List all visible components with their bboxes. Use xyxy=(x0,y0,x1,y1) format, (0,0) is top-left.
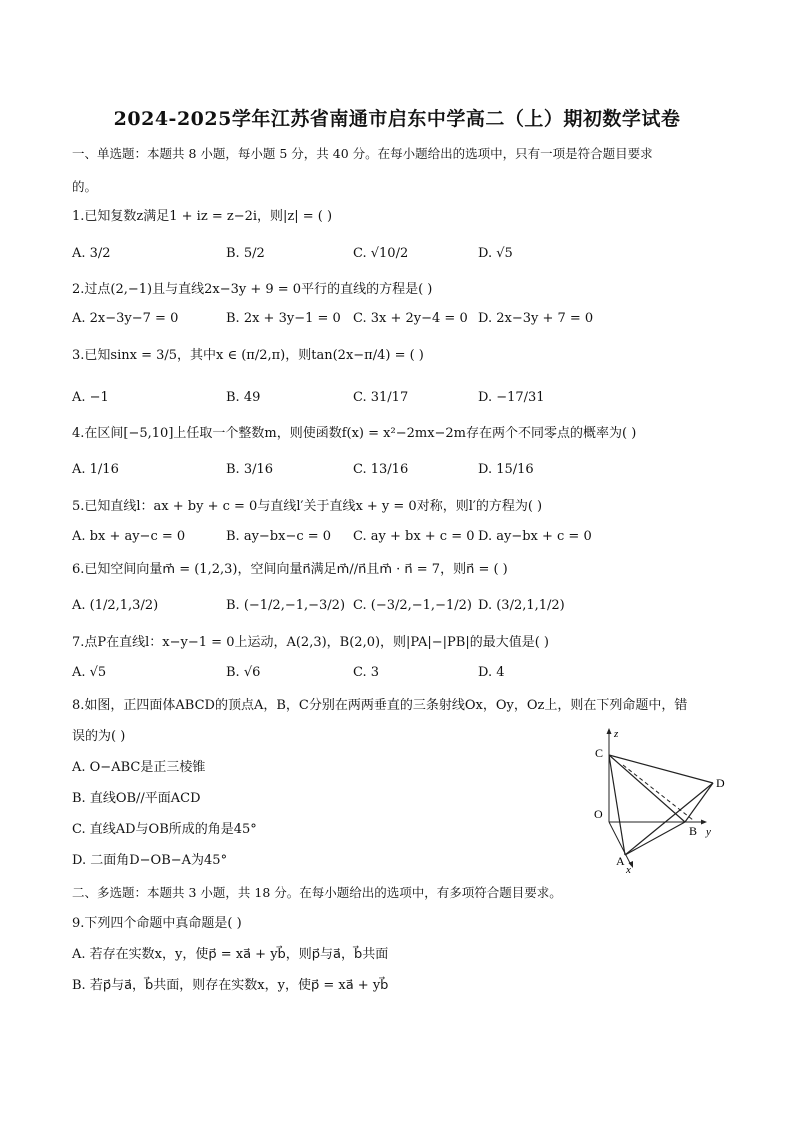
q1-option-c: C. √10/2 xyxy=(353,246,409,261)
q2-option-c: C. 3x + 2y−4 = 0 xyxy=(353,311,468,326)
question-6-options xyxy=(72,598,732,616)
question-5-stem: 5.已知直线l：ax + by + c = 0与直线l′关于直线x + y = 0对称，则l′的方程为( ) xyxy=(72,499,543,514)
label-b: B xyxy=(689,824,698,838)
label-c: C xyxy=(595,746,604,760)
q7-option-d: D. 4 xyxy=(478,665,505,680)
q2-option-b: B. 2x + 3y−1 = 0 xyxy=(226,311,341,326)
q6-option-d: D. (3/2,1,1/2) xyxy=(478,598,565,613)
q1-option-d: D. √5 xyxy=(478,246,513,261)
q4-option-d: D. 15/16 xyxy=(478,462,534,477)
question-2-stem: 2.过点(2,−1)且与直线2x−3y + 9 = 0平行的直线的方程是( ) xyxy=(72,282,433,297)
label-o: O xyxy=(594,807,603,821)
q8-option-b: B. 直线OB//平面ACD xyxy=(72,791,201,806)
q8-option-d: D. 二面角D−OB−A为45° xyxy=(72,853,228,868)
q1-option-b: B. 5/2 xyxy=(226,246,265,261)
section2-heading: 二、多选题：本题共 3 小题，共 18 分。在每小题给出的选项中，有多项符合题目要求。 xyxy=(72,885,562,900)
q2-option-a: A. 2x−3y−7 = 0 xyxy=(72,311,179,326)
label-y: y xyxy=(706,826,711,838)
question-5-options xyxy=(72,529,732,547)
section1-heading: 一、单选题：本题共 8 小题，每小题 5 分，共 40 分。在每小题给出的选项中，只有一项是符合题目要求 xyxy=(72,146,653,161)
question-8-stem-cont: 误的为( ) xyxy=(72,729,126,744)
q8-option-c: C. 直线AD与OB所成的角是45° xyxy=(72,822,257,837)
q7-option-c: C. 3 xyxy=(353,665,380,680)
label-a: A xyxy=(616,854,625,868)
question-6-stem: 6.已知空间向量m⃗ = (1,2,3)，空间向量n⃗满足m⃗//n⃗且m⃗ · n⃗ = 7，则n⃗ = ( ) xyxy=(72,562,508,577)
q3-option-a: A. −1 xyxy=(72,390,109,405)
label-d: D xyxy=(716,776,725,790)
label-z: z xyxy=(614,728,619,740)
q9-option-b: B. 若p⃗与a⃗，b⃗共面，则存在实数x，y，使p⃗ = xa⃗ + yb⃗ xyxy=(72,978,389,993)
question-9-stem: 9.下列四个命题中真命题是( ) xyxy=(72,916,242,931)
question-4-options xyxy=(72,462,732,480)
q6-option-b: B. (−1/2,−1,−3/2) xyxy=(226,598,346,613)
q8-option-a: A. O−ABC是正三棱锥 xyxy=(72,760,206,775)
q2-option-d: D. 2x−3y + 7 = 0 xyxy=(478,311,594,326)
q4-option-b: B. 3/16 xyxy=(226,462,274,477)
q5-option-c: C. ay + bx + c = 0 xyxy=(353,529,475,544)
question-2-options xyxy=(72,311,732,329)
question-3-options xyxy=(72,390,732,408)
q5-option-b: B. ay−bx−c = 0 xyxy=(226,529,332,544)
q7-option-b: B. √6 xyxy=(226,665,261,680)
q3-option-c: C. 31/17 xyxy=(353,390,409,405)
q1-option-a: A. 3/2 xyxy=(72,246,111,261)
q6-option-c: C. (−3/2,−1,−1/2) xyxy=(353,598,472,613)
question-7-stem: 7.点P在直线l：x−y−1 = 0上运动，A(2,3)，B(2,0)，则|PA|−|PB|的最大值是( ) xyxy=(72,635,549,650)
q4-option-c: C. 13/16 xyxy=(353,462,409,477)
page-title: 2024-2025学年江苏省南通市启东中学高二（上）期初数学试卷 xyxy=(113,108,681,130)
question-1-stem: 1.已知复数z满足1 + iz = z−2i，则|z| = ( ) xyxy=(72,209,333,224)
q5-option-a: A. bx + ay−c = 0 xyxy=(72,529,186,544)
question-3-stem: 3.已知sinx = 3/5，其中x ∈ (π/2,π)，则tan(2x−π/4) = ( ) xyxy=(72,348,424,363)
q9-option-a: A. 若存在实数x，y，使p⃗ = xa⃗ + yb⃗，则p⃗与a⃗，b⃗共面 xyxy=(72,947,389,962)
tetrahedron-figure xyxy=(585,725,735,875)
question-8-stem: 8.如图，正四面体ABCD的顶点A，B，C分别在两两垂直的三条射线Ox，Oy，Oz上，则在下列命题中，错 xyxy=(72,698,688,713)
question-4-stem: 4.在区间[−5,10]上任取一个整数m，则使函数f(x) = x²−2mx−2m存在两个不同零点的概率为( ) xyxy=(72,426,637,441)
q6-option-a: A. (1/2,1,3/2) xyxy=(72,598,159,613)
q3-option-b: B. 49 xyxy=(226,390,261,405)
question-1-options xyxy=(72,246,732,264)
question-7-options xyxy=(72,665,732,683)
q7-option-a: A. √5 xyxy=(72,665,107,680)
section1-heading-cont: 的。 xyxy=(72,179,98,194)
q3-option-d: D. −17/31 xyxy=(478,390,545,405)
label-x: x xyxy=(626,864,631,875)
q4-option-a: A. 1/16 xyxy=(72,462,119,477)
q5-option-d: D. ay−bx + c = 0 xyxy=(478,529,592,544)
